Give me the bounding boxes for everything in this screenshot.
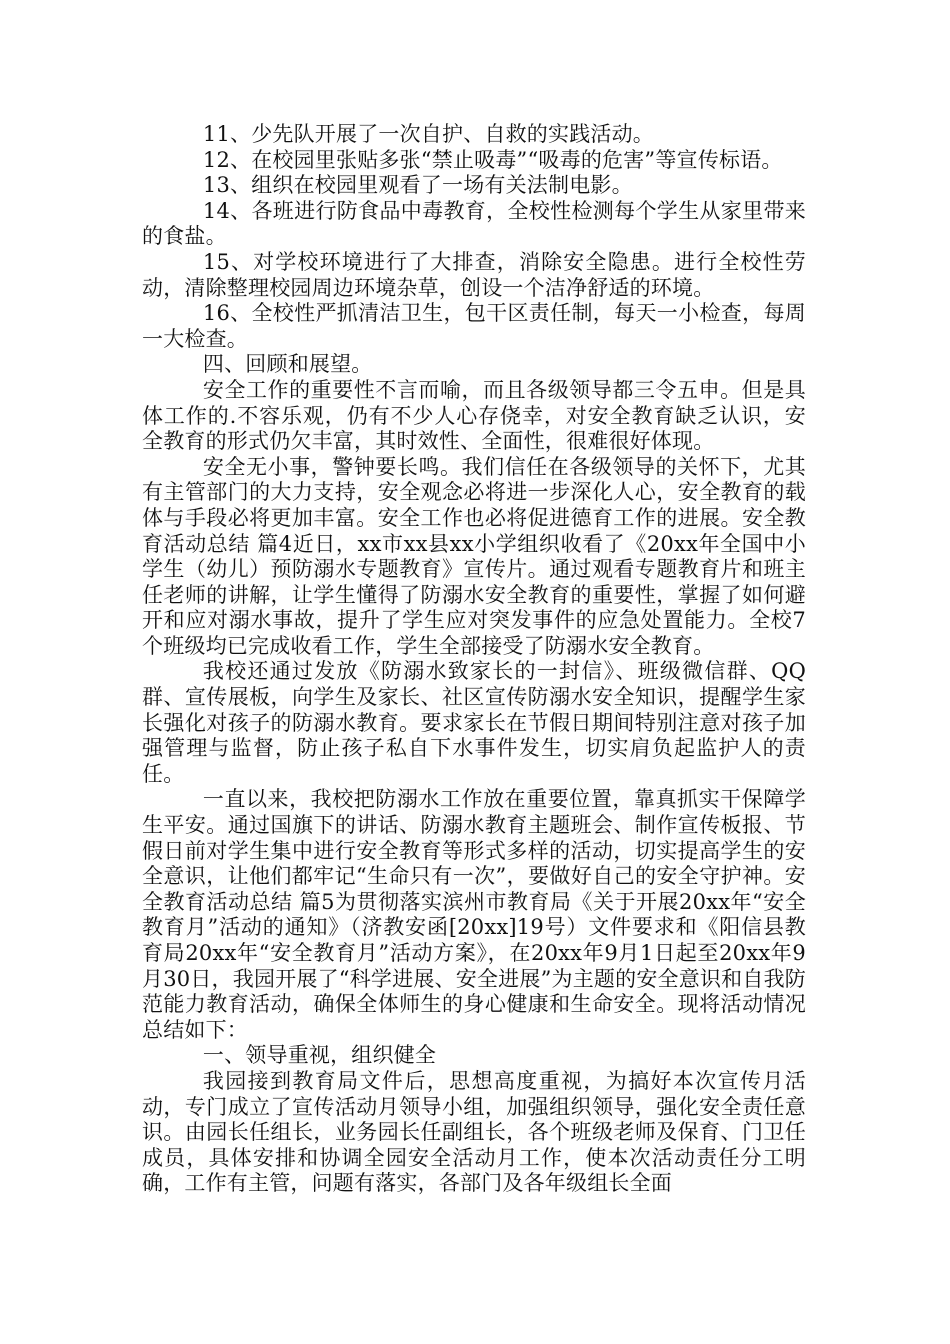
paragraph: 我校还通过发放《防溺水致家长的一封信》、班级微信群、QQ群、宣传展板，向学生及家长、社区宣传防溺水安全知识，提醒学生家长强化对孩子的防溺水教育。要求家长在节假日期间特别注意对孩子加强管理与监督，防止孩子私自下水事件发生，切实肩负起监护人的责任。 — [142, 659, 806, 786]
paragraph: 12、在校园里张贴多张“禁止吸毒”“吸毒的危害”等宣传标语。 — [202, 147, 783, 172]
section-heading: 一、领导重视，组织健全 — [202, 1043, 437, 1068]
section-heading: 四、回顾和展望。 — [202, 352, 373, 377]
paragraph: 安全无小事，警钟要长鸣。我们信任在各级领导的关怀下，尤其有主管部门的大力支持，安全观念必将进一步深化人心，安全教育的载体与手段必将更加丰富。安全工作也必将促进德育工作的进展。安全教育活动总结 篇4近日，xx市xx县xx小学组织收看了《20xx年全国中小学生（幼儿）预防溺水专题教育》宣传片。通过观看专题教育片和班主任老师的讲解，让学生懂得了防溺水安全教育的重要性，掌握了如何避开和应对溺水事故，提升了学生应对突发事件的应急处置能力。全校7个班级均已完成收看工作，学生全部接受了防溺水安全教育。 — [142, 454, 806, 658]
paragraph: 11、少先队开展了一次自护、自救的实践活动。 — [202, 122, 655, 146]
paragraph: 我园接到教育局文件后，思想高度重视，为搞好本次宣传月活动，专门成立了宣传活动月领导小组，加强组织领导，强化安全责任意识。由园长任组长，业务园长任副组长，各个班级老师及保育、门卫任成员，具体安排和协调全园安全活动月工作，使本次活动责任分工明确，工作有主管，问题有落实，各部门及各年级组长全面 — [142, 1068, 806, 1196]
paragraph: 16、全校性严抓清洁卫生，包干区责任制，每天一小检查，每周一大检查。 — [142, 301, 806, 351]
paragraph: 15、对学校环境进行了大排查，消除安全隐患。进行全校性劳动，清除整理校园周边环境杂草，创设一个洁净舒适的环境。 — [142, 249, 806, 300]
paragraph: 14、各班进行防食品中毒教育，全校性检测每个学生从家里带来的食盐。 — [142, 198, 806, 249]
document-body — [142, 122, 806, 1197]
paragraph: 一直以来，我校把防溺水工作放在重要位置，靠真抓实干保障学生平安。通过国旗下的讲话、防溺水教育主题班会、制作宣传板报、节假日前对学生集中进行安全教育等形式多样的活动，切实提高学生的安全意识，让他们都牢记“生命只有一次”，要做好自己的安全守护神。安全教育活动总结 篇5为贯彻落实滨州市教育局《关于开展20xx年“安全教育月”活动的通知》（济教安函[20xx]19号）文件要求和《阳信县教育局20xx年“安全教育月”活动方案》，在20xx年9月1日起至20xx年9月30日，我园开展了“科学进展、安全进展”为主题的安全意识和自我防范能力教育活动，确保全体师生的身心健康和生命安全。现将活动情况总结如下： — [142, 787, 806, 1042]
paragraph: 13、组织在校园里观看了一场有关法制电影。 — [202, 173, 633, 198]
paragraph: 安全工作的重要性不言而喻，而且各级领导都三令五申。但是具体工作的.不容乐观，仍有不少人心存侥幸，对安全教育缺乏认识，安全教育的形式仍欠丰富，其时效性、全面性，很难很好体现。 — [142, 377, 806, 454]
